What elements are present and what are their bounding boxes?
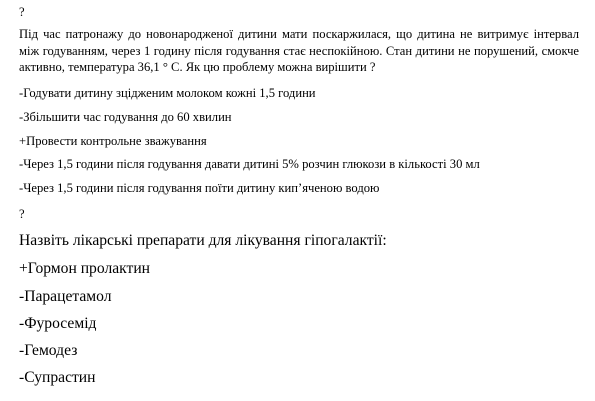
answer-option-correct: +Провести контрольне зважування xyxy=(19,134,207,148)
question-text: Під час патронажу до новонародженої дитини мати поскаржилася, що дитина не витримує інтервал між годуванням, через 1 годину після годування стає неспокійною. Стан дитини не порушений, смокче активно, температура 36,1 ° С. Як цю проблему можна вирішити ? xyxy=(19,27,579,74)
question-text: Назвіть лікарські препарати для лікування гіпогалактії: xyxy=(19,232,387,249)
answer-option: -Годувати дитину зцідженим молоком кожні 1,5 години xyxy=(19,86,316,100)
answer-option-correct: +Гормон пролактин xyxy=(19,260,151,277)
answer-option: -Збільшити час годування до 60 хвилин xyxy=(19,110,232,124)
question-marker: ? xyxy=(19,207,25,221)
answer-option: -Через 1,5 години після годування давати дитині 5% розчин глюкози в кількості 30 мл xyxy=(19,157,480,171)
answer-option: -Гемодез xyxy=(19,342,78,359)
answer-option: -Супрастин xyxy=(19,369,96,386)
question-marker: ? xyxy=(19,5,25,19)
answer-option: -Через 1,5 години після годування поїти дитину кип’яченою водою xyxy=(19,181,380,195)
answer-option: -Фуросемід xyxy=(19,315,97,332)
answer-option: -Парацетамол xyxy=(19,288,112,305)
